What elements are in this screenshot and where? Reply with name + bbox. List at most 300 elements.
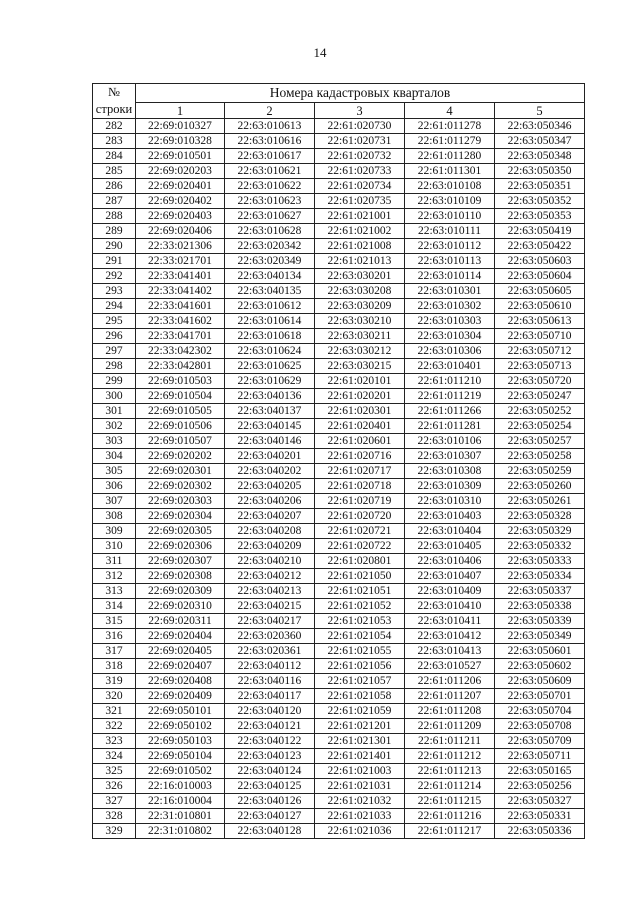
row-number-cell: 329 xyxy=(93,824,136,839)
cadastral-number-cell: 22:61:011209 xyxy=(405,719,495,734)
cadastral-number-cell: 22:61:020401 xyxy=(315,419,405,434)
row-number-cell: 300 xyxy=(93,389,136,404)
row-number-cell: 307 xyxy=(93,494,136,509)
cadastral-number-cell: 22:63:040134 xyxy=(225,269,315,284)
cadastral-number-cell: 22:63:050610 xyxy=(495,299,585,314)
table-row xyxy=(93,734,585,749)
table-row xyxy=(93,149,585,164)
cadastral-number-cell: 22:63:010113 xyxy=(405,254,495,269)
cadastral-number-cell: 22:61:011266 xyxy=(405,404,495,419)
cadastral-number-cell: 22:63:050334 xyxy=(495,569,585,584)
cadastral-number-cell: 22:69:010506 xyxy=(136,419,225,434)
cadastral-number-cell: 22:61:011217 xyxy=(405,824,495,839)
row-number-cell: 305 xyxy=(93,464,136,479)
row-number-cell: 316 xyxy=(93,629,136,644)
row-number-cell: 288 xyxy=(93,209,136,224)
row-number-cell: 298 xyxy=(93,359,136,374)
cadastral-number-cell: 22:63:050609 xyxy=(495,674,585,689)
cadastral-numbers-header: Номера кадастровых кварталов xyxy=(136,84,585,103)
cadastral-number-cell: 22:63:010401 xyxy=(405,359,495,374)
cadastral-number-cell: 22:63:050346 xyxy=(495,119,585,134)
cadastral-number-cell: 22:16:010003 xyxy=(136,779,225,794)
row-number-cell: 282 xyxy=(93,119,136,134)
cadastral-number-cell: 22:69:020406 xyxy=(136,224,225,239)
cadastral-number-cell: 22:63:050708 xyxy=(495,719,585,734)
cadastral-number-cell: 22:61:020101 xyxy=(315,374,405,389)
cadastral-number-cell: 22:63:040112 xyxy=(225,659,315,674)
cadastral-number-cell: 22:63:010406 xyxy=(405,554,495,569)
row-number-cell: 321 xyxy=(93,704,136,719)
cadastral-number-cell: 22:63:050712 xyxy=(495,344,585,359)
table-row xyxy=(93,554,585,569)
row-number-cell: 309 xyxy=(93,524,136,539)
cadastral-number-cell: 22:63:050329 xyxy=(495,524,585,539)
cadastral-number-cell: 22:63:040208 xyxy=(225,524,315,539)
cadastral-number-cell: 22:63:050336 xyxy=(495,824,585,839)
cadastral-number-cell: 22:63:040117 xyxy=(225,689,315,704)
cadastral-number-cell: 22:63:010412 xyxy=(405,629,495,644)
cadastral-number-cell: 22:63:010309 xyxy=(405,479,495,494)
cadastral-number-cell: 22:61:021201 xyxy=(315,719,405,734)
table-row xyxy=(93,674,585,689)
row-number-cell: 299 xyxy=(93,374,136,389)
cadastral-number-cell: 22:31:010801 xyxy=(136,809,225,824)
row-number-cell: 284 xyxy=(93,149,136,164)
cadastral-number-cell: 22:61:021052 xyxy=(315,599,405,614)
cadastral-number-cell: 22:63:040122 xyxy=(225,734,315,749)
cadastral-number-cell: 22:63:010409 xyxy=(405,584,495,599)
table-row xyxy=(93,569,585,584)
cadastral-number-cell: 22:63:030212 xyxy=(315,344,405,359)
cadastral-number-cell: 22:61:011280 xyxy=(405,149,495,164)
cadastral-number-cell: 22:63:050348 xyxy=(495,149,585,164)
cadastral-number-cell: 22:61:011211 xyxy=(405,734,495,749)
row-number-cell: 301 xyxy=(93,404,136,419)
cadastral-number-cell: 22:63:050332 xyxy=(495,539,585,554)
cadastral-number-cell: 22:61:011208 xyxy=(405,704,495,719)
cadastral-number-cell: 22:61:021053 xyxy=(315,614,405,629)
cadastral-number-cell: 22:61:021301 xyxy=(315,734,405,749)
cadastral-number-cell: 22:63:040136 xyxy=(225,389,315,404)
cadastral-number-cell: 22:61:020730 xyxy=(315,119,405,134)
cadastral-number-cell: 22:69:020202 xyxy=(136,449,225,464)
row-number-cell: 304 xyxy=(93,449,136,464)
table-row xyxy=(93,269,585,284)
table-row xyxy=(93,119,585,134)
cadastral-number-cell: 22:63:010112 xyxy=(405,239,495,254)
cadastral-number-cell: 22:63:010413 xyxy=(405,644,495,659)
table-row xyxy=(93,374,585,389)
cadastral-number-cell: 22:63:050337 xyxy=(495,584,585,599)
cadastral-number-cell: 22:63:010304 xyxy=(405,329,495,344)
table-row xyxy=(93,614,585,629)
row-number-cell: 296 xyxy=(93,329,136,344)
row-number-cell: 303 xyxy=(93,434,136,449)
cadastral-number-cell: 22:63:050256 xyxy=(495,779,585,794)
table-row xyxy=(93,494,585,509)
cadastral-number-cell: 22:63:010106 xyxy=(405,434,495,449)
cadastral-number-cell: 22:61:011214 xyxy=(405,779,495,794)
cadastral-number-cell: 22:33:021701 xyxy=(136,254,225,269)
cadastral-number-cell: 22:63:050328 xyxy=(495,509,585,524)
row-number-cell: 320 xyxy=(93,689,136,704)
table-row xyxy=(93,599,585,614)
cadastral-number-cell: 22:63:050602 xyxy=(495,659,585,674)
row-number-cell: 286 xyxy=(93,179,136,194)
cadastral-number-cell: 22:63:050422 xyxy=(495,239,585,254)
cadastral-number-cell: 22:69:020409 xyxy=(136,689,225,704)
row-number-cell: 308 xyxy=(93,509,136,524)
cadastral-number-cell: 22:69:010504 xyxy=(136,389,225,404)
cadastral-number-cell: 22:63:010111 xyxy=(405,224,495,239)
table-row xyxy=(93,479,585,494)
cadastral-number-cell: 22:69:020307 xyxy=(136,554,225,569)
table-row xyxy=(93,689,585,704)
table-header xyxy=(93,84,585,119)
page-number: 14 xyxy=(313,45,327,60)
cadastral-number-cell: 22:61:021051 xyxy=(315,584,405,599)
cadastral-number-cell: 22:61:021059 xyxy=(315,704,405,719)
cadastral-number-cell: 22:63:020342 xyxy=(225,239,315,254)
cadastral-number-cell: 22:63:050331 xyxy=(495,809,585,824)
row-number-cell: 295 xyxy=(93,314,136,329)
cadastral-number-cell: 22:63:010627 xyxy=(225,209,315,224)
cadastral-number-cell: 22:61:021401 xyxy=(315,749,405,764)
cadastral-number-cell: 22:61:020801 xyxy=(315,554,405,569)
cadastral-number-cell: 22:61:011278 xyxy=(405,119,495,134)
cadastral-number-cell: 22:63:050613 xyxy=(495,314,585,329)
cadastral-number-cell: 22:61:020718 xyxy=(315,479,405,494)
row-number-cell: 306 xyxy=(93,479,136,494)
cadastral-number-cell: 22:63:050327 xyxy=(495,794,585,809)
cadastral-number-cell: 22:63:040128 xyxy=(225,824,315,839)
row-number-cell: 323 xyxy=(93,734,136,749)
cadastral-number-cell: 22:63:040121 xyxy=(225,719,315,734)
table-row xyxy=(93,404,585,419)
cadastral-number-cell: 22:63:050350 xyxy=(495,164,585,179)
cadastral-number-cell: 22:63:010411 xyxy=(405,614,495,629)
table-row xyxy=(93,539,585,554)
cadastral-number-cell: 22:63:010407 xyxy=(405,569,495,584)
cadastral-number-cell: 22:69:020407 xyxy=(136,659,225,674)
cadastral-number-cell: 22:63:010617 xyxy=(225,149,315,164)
cadastral-number-cell: 22:63:010306 xyxy=(405,344,495,359)
cadastral-number-cell: 22:63:050338 xyxy=(495,599,585,614)
cadastral-number-cell: 22:63:040124 xyxy=(225,764,315,779)
cadastral-number-cell: 22:61:020301 xyxy=(315,404,405,419)
cadastral-number-cell: 22:61:011213 xyxy=(405,764,495,779)
table-row xyxy=(93,464,585,479)
cadastral-number-cell: 22:69:010503 xyxy=(136,374,225,389)
cadastral-number-cell: 22:63:020360 xyxy=(225,629,315,644)
cadastral-number-cell: 22:61:021054 xyxy=(315,629,405,644)
table-row xyxy=(93,794,585,809)
table-row xyxy=(93,809,585,824)
cadastral-number-cell: 22:61:020734 xyxy=(315,179,405,194)
cadastral-number-cell: 22:61:020201 xyxy=(315,389,405,404)
cadastral-number-cell: 22:63:010302 xyxy=(405,299,495,314)
cadastral-number-cell: 22:63:050701 xyxy=(495,689,585,704)
row-number-cell: 292 xyxy=(93,269,136,284)
cadastral-number-cell: 22:61:020716 xyxy=(315,449,405,464)
cadastral-number-cell: 22:33:041601 xyxy=(136,299,225,314)
cadastral-number-cell: 22:63:050247 xyxy=(495,389,585,404)
row-number-cell: 317 xyxy=(93,644,136,659)
cadastral-number-cell: 22:63:010527 xyxy=(405,659,495,674)
cadastral-number-cell: 22:69:010502 xyxy=(136,764,225,779)
row-number-cell: 310 xyxy=(93,539,136,554)
table-row xyxy=(93,749,585,764)
cadastral-number-cell: 22:63:050720 xyxy=(495,374,585,389)
cadastral-number-cell: 22:63:010403 xyxy=(405,509,495,524)
row-number-cell: 312 xyxy=(93,569,136,584)
cadastral-number-cell: 22:63:050709 xyxy=(495,734,585,749)
cadastral-number-cell: 22:69:050102 xyxy=(136,719,225,734)
cadastral-number-cell: 22:63:030201 xyxy=(315,269,405,284)
cadastral-number-cell: 22:69:020401 xyxy=(136,179,225,194)
cadastral-number-cell: 22:61:021001 xyxy=(315,209,405,224)
cadastral-number-cell: 22:69:010328 xyxy=(136,134,225,149)
cadastral-number-cell: 22:63:050605 xyxy=(495,284,585,299)
table-row xyxy=(93,224,585,239)
cadastral-number-cell: 22:69:020405 xyxy=(136,644,225,659)
cadastral-number-cell: 22:69:020403 xyxy=(136,209,225,224)
column-header-1: 1 xyxy=(136,103,225,119)
cadastral-number-cell: 22:63:010308 xyxy=(405,464,495,479)
table-row xyxy=(93,449,585,464)
cadastral-number-cell: 22:63:040205 xyxy=(225,479,315,494)
cadastral-number-cell: 22:61:020719 xyxy=(315,494,405,509)
cadastral-number-cell: 22:33:041701 xyxy=(136,329,225,344)
cadastral-number-cell: 22:63:050257 xyxy=(495,434,585,449)
cadastral-number-cell: 22:63:010114 xyxy=(405,269,495,284)
cadastral-number-cell: 22:63:010624 xyxy=(225,344,315,359)
cadastral-number-cell: 22:61:011216 xyxy=(405,809,495,824)
cadastral-number-cell: 22:61:021031 xyxy=(315,779,405,794)
cadastral-number-cell: 22:61:011207 xyxy=(405,689,495,704)
cadastral-number-cell: 22:61:020731 xyxy=(315,134,405,149)
cadastral-number-cell: 22:63:010612 xyxy=(225,299,315,314)
table-row xyxy=(93,644,585,659)
row-number-header xyxy=(93,84,136,119)
cadastral-number-cell: 22:61:021050 xyxy=(315,569,405,584)
cadastral-number-cell: 22:69:020301 xyxy=(136,464,225,479)
cadastral-number-cell: 22:61:020732 xyxy=(315,149,405,164)
cadastral-number-cell: 22:61:020735 xyxy=(315,194,405,209)
cadastral-number-cell: 22:69:020310 xyxy=(136,599,225,614)
cadastral-number-cell: 22:63:050260 xyxy=(495,479,585,494)
cadastral-number-cell: 22:63:010616 xyxy=(225,134,315,149)
cadastral-number-cell: 22:63:040127 xyxy=(225,809,315,824)
cadastral-number-cell: 22:63:050349 xyxy=(495,629,585,644)
cadastral-number-cell: 22:33:042302 xyxy=(136,344,225,359)
cadastral-number-cell: 22:63:010618 xyxy=(225,329,315,344)
column-header-3: 3 xyxy=(315,103,405,119)
column-header-2: 2 xyxy=(225,103,315,119)
table-body xyxy=(93,119,585,839)
cadastral-number-cell: 22:61:020722 xyxy=(315,539,405,554)
cadastral-number-cell: 22:33:041401 xyxy=(136,269,225,284)
cadastral-number-cell: 22:63:040137 xyxy=(225,404,315,419)
cadastral-number-cell: 22:69:020304 xyxy=(136,509,225,524)
row-number-cell: 322 xyxy=(93,719,136,734)
cadastral-number-cell: 22:61:021003 xyxy=(315,764,405,779)
cadastral-number-cell: 22:63:040126 xyxy=(225,794,315,809)
table-row xyxy=(93,659,585,674)
table-row xyxy=(93,434,585,449)
column-header-4: 4 xyxy=(405,103,495,119)
row-number-cell: 291 xyxy=(93,254,136,269)
cadastral-number-cell: 22:69:020404 xyxy=(136,629,225,644)
cadastral-number-cell: 22:63:050165 xyxy=(495,764,585,779)
cadastral-number-cell: 22:61:021008 xyxy=(315,239,405,254)
table-row xyxy=(93,584,585,599)
table-row xyxy=(93,359,585,374)
table-row xyxy=(93,209,585,224)
cadastral-number-cell: 22:69:020303 xyxy=(136,494,225,509)
cadastral-number-cell: 22:69:050104 xyxy=(136,749,225,764)
cadastral-number-cell: 22:69:050103 xyxy=(136,734,225,749)
row-number-cell: 302 xyxy=(93,419,136,434)
cadastral-number-cell: 22:63:050710 xyxy=(495,329,585,344)
cadastral-number-cell: 22:69:020308 xyxy=(136,569,225,584)
cadastral-number-cell: 22:61:021055 xyxy=(315,644,405,659)
cadastral-number-cell: 22:63:010410 xyxy=(405,599,495,614)
cadastral-number-cell: 22:63:020349 xyxy=(225,254,315,269)
cadastral-number-cell: 22:61:021056 xyxy=(315,659,405,674)
row-number-cell: 327 xyxy=(93,794,136,809)
cadastral-number-cell: 22:61:011215 xyxy=(405,794,495,809)
cadastral-number-cell: 22:63:040125 xyxy=(225,779,315,794)
cadastral-number-cell: 22:69:020203 xyxy=(136,164,225,179)
cadastral-number-cell: 22:69:020408 xyxy=(136,674,225,689)
cadastral-number-cell: 22:63:050252 xyxy=(495,404,585,419)
cadastral-number-cell: 22:61:021013 xyxy=(315,254,405,269)
cadastral-number-cell: 22:63:050704 xyxy=(495,704,585,719)
row-number-cell: 283 xyxy=(93,134,136,149)
cadastral-number-cell: 22:63:050601 xyxy=(495,644,585,659)
cadastral-number-cell: 22:63:010629 xyxy=(225,374,315,389)
cadastral-number-cell: 22:63:040145 xyxy=(225,419,315,434)
table-row xyxy=(93,704,585,719)
cadastral-number-cell: 22:16:010004 xyxy=(136,794,225,809)
cadastral-number-cell: 22:63:030211 xyxy=(315,329,405,344)
row-number-cell: 324 xyxy=(93,749,136,764)
cadastral-number-cell: 22:63:010614 xyxy=(225,314,315,329)
cadastral-number-cell: 22:63:050333 xyxy=(495,554,585,569)
cadastral-number-cell: 22:61:011219 xyxy=(405,389,495,404)
table-row xyxy=(93,299,585,314)
row-number-cell: 287 xyxy=(93,194,136,209)
cadastral-number-cell: 22:63:010623 xyxy=(225,194,315,209)
cadastral-number-cell: 22:31:010802 xyxy=(136,824,225,839)
row-number-header-symbol: № xyxy=(108,85,120,99)
row-number-cell: 290 xyxy=(93,239,136,254)
row-number-cell: 315 xyxy=(93,614,136,629)
cadastral-number-cell: 22:63:010303 xyxy=(405,314,495,329)
cadastral-number-cell: 22:61:020720 xyxy=(315,509,405,524)
cadastral-quarters-table xyxy=(92,83,585,839)
cadastral-number-cell: 22:69:010327 xyxy=(136,119,225,134)
row-number-cell: 313 xyxy=(93,584,136,599)
cadastral-number-cell: 22:63:050353 xyxy=(495,209,585,224)
cadastral-number-cell: 22:63:040146 xyxy=(225,434,315,449)
cadastral-number-cell: 22:63:040206 xyxy=(225,494,315,509)
cadastral-number-cell: 22:63:050713 xyxy=(495,359,585,374)
cadastral-number-cell: 22:61:011301 xyxy=(405,164,495,179)
cadastral-number-cell: 22:63:050347 xyxy=(495,134,585,149)
cadastral-number-cell: 22:63:010110 xyxy=(405,209,495,224)
cadastral-number-cell: 22:69:020402 xyxy=(136,194,225,209)
table-row xyxy=(93,329,585,344)
cadastral-number-cell: 22:63:050261 xyxy=(495,494,585,509)
table-row xyxy=(93,629,585,644)
cadastral-number-cell: 22:63:040201 xyxy=(225,449,315,464)
cadastral-number-cell: 22:63:010613 xyxy=(225,119,315,134)
table-row xyxy=(93,779,585,794)
table-row xyxy=(93,764,585,779)
cadastral-number-cell: 22:61:011210 xyxy=(405,374,495,389)
table-row xyxy=(93,719,585,734)
cadastral-number-cell: 22:69:050101 xyxy=(136,704,225,719)
row-number-cell: 285 xyxy=(93,164,136,179)
cadastral-number-cell: 22:63:030208 xyxy=(315,284,405,299)
table-row xyxy=(93,284,585,299)
row-number-cell: 319 xyxy=(93,674,136,689)
cadastral-number-cell: 22:63:040135 xyxy=(225,284,315,299)
table-row xyxy=(93,239,585,254)
table-row xyxy=(93,344,585,359)
cadastral-number-cell: 22:63:050604 xyxy=(495,269,585,284)
cadastral-number-cell: 22:69:010507 xyxy=(136,434,225,449)
table-row xyxy=(93,314,585,329)
row-number-cell: 294 xyxy=(93,299,136,314)
cadastral-number-cell: 22:61:011212 xyxy=(405,749,495,764)
cadastral-number-cell: 22:63:010310 xyxy=(405,494,495,509)
cadastral-number-cell: 22:63:050711 xyxy=(495,749,585,764)
table-row xyxy=(93,254,585,269)
table-row xyxy=(93,134,585,149)
table-row xyxy=(93,824,585,839)
cadastral-number-cell: 22:63:040215 xyxy=(225,599,315,614)
row-number-cell: 328 xyxy=(93,809,136,824)
cadastral-number-cell: 22:63:050352 xyxy=(495,194,585,209)
cadastral-number-cell: 22:63:040207 xyxy=(225,509,315,524)
cadastral-number-cell: 22:33:041602 xyxy=(136,314,225,329)
cadastral-number-cell: 22:69:020309 xyxy=(136,584,225,599)
cadastral-number-cell: 22:61:021057 xyxy=(315,674,405,689)
cadastral-number-cell: 22:61:020601 xyxy=(315,434,405,449)
table-row xyxy=(93,164,585,179)
cadastral-number-cell: 22:69:010501 xyxy=(136,149,225,164)
row-number-cell: 297 xyxy=(93,344,136,359)
cadastral-number-cell: 22:63:010621 xyxy=(225,164,315,179)
cadastral-number-cell: 22:63:040116 xyxy=(225,674,315,689)
cadastral-number-cell: 22:63:050258 xyxy=(495,449,585,464)
row-number-cell: 318 xyxy=(93,659,136,674)
cadastral-number-cell: 22:61:021032 xyxy=(315,794,405,809)
cadastral-number-cell: 22:63:010301 xyxy=(405,284,495,299)
row-number-cell: 326 xyxy=(93,779,136,794)
cadastral-number-cell: 22:33:041402 xyxy=(136,284,225,299)
cadastral-number-cell: 22:61:021036 xyxy=(315,824,405,839)
cadastral-number-cell: 22:69:020302 xyxy=(136,479,225,494)
cadastral-number-cell: 22:69:020305 xyxy=(136,524,225,539)
cadastral-number-cell: 22:63:020361 xyxy=(225,644,315,659)
cadastral-number-cell: 22:63:040202 xyxy=(225,464,315,479)
cadastral-number-cell: 22:63:010109 xyxy=(405,194,495,209)
cadastral-number-cell: 22:63:050254 xyxy=(495,419,585,434)
